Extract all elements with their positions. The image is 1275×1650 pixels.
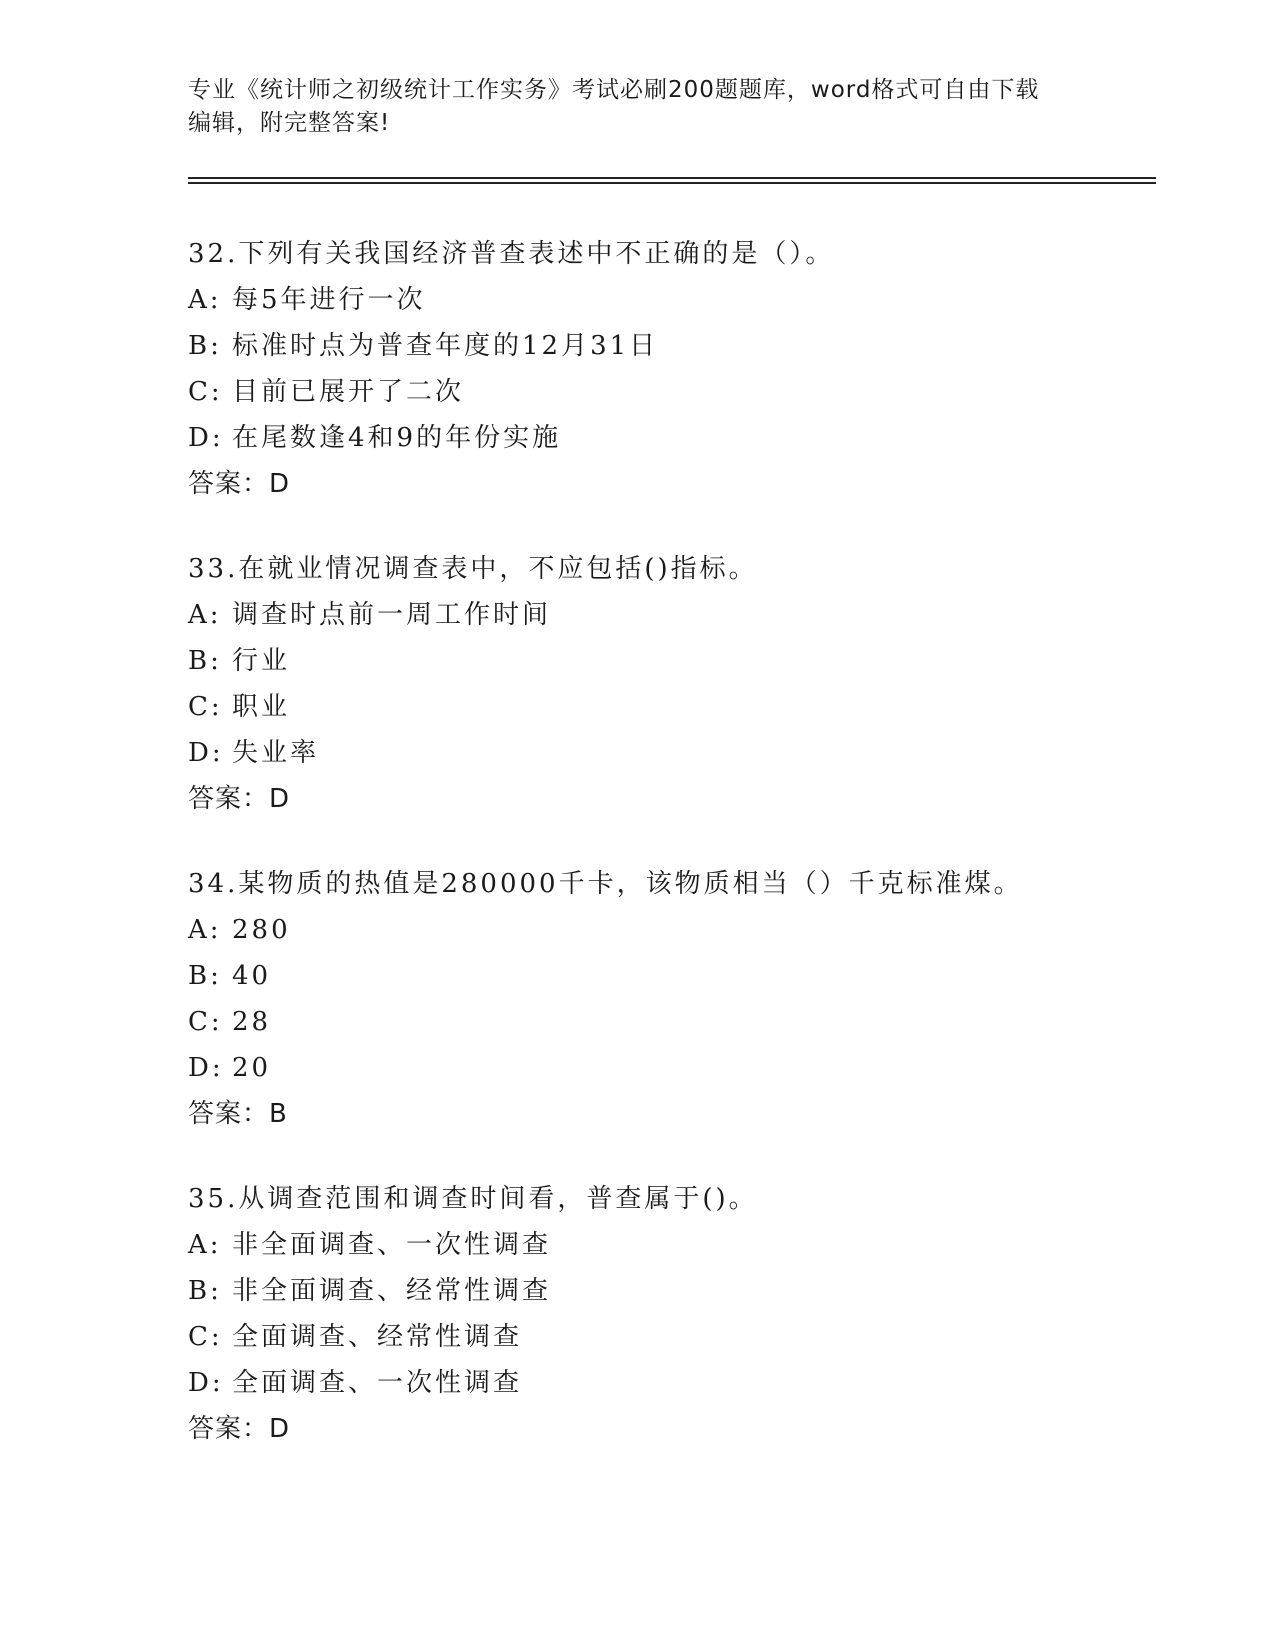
question-stem: 33.在就业情况调查表中，不应包括()指标。 bbox=[188, 554, 758, 584]
option-text: 标准时点为普查年度的12月31日 bbox=[232, 331, 659, 361]
option-text: 全面调查、一次性调查 bbox=[232, 1368, 523, 1398]
option-text: 非全面调查、经常性调查 bbox=[232, 1276, 552, 1306]
option-letter: D: bbox=[188, 1368, 224, 1398]
option-text: 20 bbox=[232, 1053, 272, 1083]
option-letter: D: bbox=[188, 423, 224, 453]
option-letter: D: bbox=[188, 1053, 224, 1083]
header-divider-bottom bbox=[188, 182, 1156, 184]
option-letter: C: bbox=[188, 692, 223, 722]
document-header bbox=[188, 74, 1088, 140]
option-letter: A: bbox=[188, 600, 222, 630]
answer-line: 答案：B bbox=[188, 1099, 288, 1129]
option-letter: A: bbox=[188, 285, 222, 315]
option-c bbox=[188, 999, 1156, 1045]
option-text: 目前已展开了二次 bbox=[232, 377, 465, 407]
option-d bbox=[188, 1360, 1156, 1406]
option-text: 行业 bbox=[232, 646, 291, 676]
option-text: 28 bbox=[232, 1007, 272, 1037]
option-c bbox=[188, 1314, 1156, 1360]
question-stem: 35.从调查范围和调查时间看，普查属于()。 bbox=[188, 1184, 758, 1214]
option-d bbox=[188, 730, 1156, 776]
option-letter: C: bbox=[188, 1007, 223, 1037]
option-b bbox=[188, 323, 1156, 369]
header-line-2: 编辑，附完整答案! bbox=[188, 110, 391, 136]
answer-line: 答案：D bbox=[188, 1414, 291, 1444]
option-letter: C: bbox=[188, 377, 223, 407]
option-text: 每5年进行一次 bbox=[232, 285, 426, 315]
option-a bbox=[188, 277, 1156, 323]
answer-line: 答案：D bbox=[188, 469, 291, 499]
option-b bbox=[188, 638, 1156, 684]
option-text: 在尾数逢4和9的年份实施 bbox=[232, 423, 562, 453]
question-35 bbox=[188, 1176, 1156, 1452]
question-32 bbox=[188, 231, 1156, 507]
option-a bbox=[188, 592, 1156, 638]
header-line-1: 专业《统计师之初级统计工作实务》考试必刷200题题库，word格式可自由下载 bbox=[188, 77, 1040, 103]
question-stem: 32.下列有关我国经济普查表述中不正确的是（）。 bbox=[188, 239, 835, 269]
option-c bbox=[188, 369, 1156, 415]
option-text: 职业 bbox=[232, 692, 291, 722]
option-letter: A: bbox=[188, 915, 222, 945]
option-text: 非全面调查、一次性调查 bbox=[232, 1230, 552, 1260]
question-33 bbox=[188, 546, 1156, 822]
option-text: 全面调查、经常性调查 bbox=[232, 1322, 523, 1352]
option-text: 40 bbox=[232, 961, 272, 991]
question-34 bbox=[188, 861, 1156, 1137]
option-b bbox=[188, 1268, 1156, 1314]
option-letter: A: bbox=[188, 1230, 222, 1260]
header-divider-top bbox=[188, 177, 1156, 179]
option-text: 调查时点前一周工作时间 bbox=[232, 600, 552, 630]
option-letter: B: bbox=[188, 646, 222, 676]
option-letter: C: bbox=[188, 1322, 223, 1352]
option-letter: D: bbox=[188, 738, 224, 768]
option-c bbox=[188, 684, 1156, 730]
option-text: 失业率 bbox=[232, 738, 320, 768]
option-d bbox=[188, 1045, 1156, 1091]
option-a bbox=[188, 907, 1156, 953]
option-d bbox=[188, 415, 1156, 461]
question-stem: 34.某物质的热值是280000千卡，该物质相当（）千克标准煤。 bbox=[188, 869, 1023, 899]
option-b bbox=[188, 953, 1156, 999]
option-letter: B: bbox=[188, 1276, 222, 1306]
option-letter: B: bbox=[188, 331, 222, 361]
option-a bbox=[188, 1222, 1156, 1268]
option-text: 280 bbox=[232, 915, 291, 945]
option-letter: B: bbox=[188, 961, 222, 991]
answer-line: 答案：D bbox=[188, 784, 291, 814]
